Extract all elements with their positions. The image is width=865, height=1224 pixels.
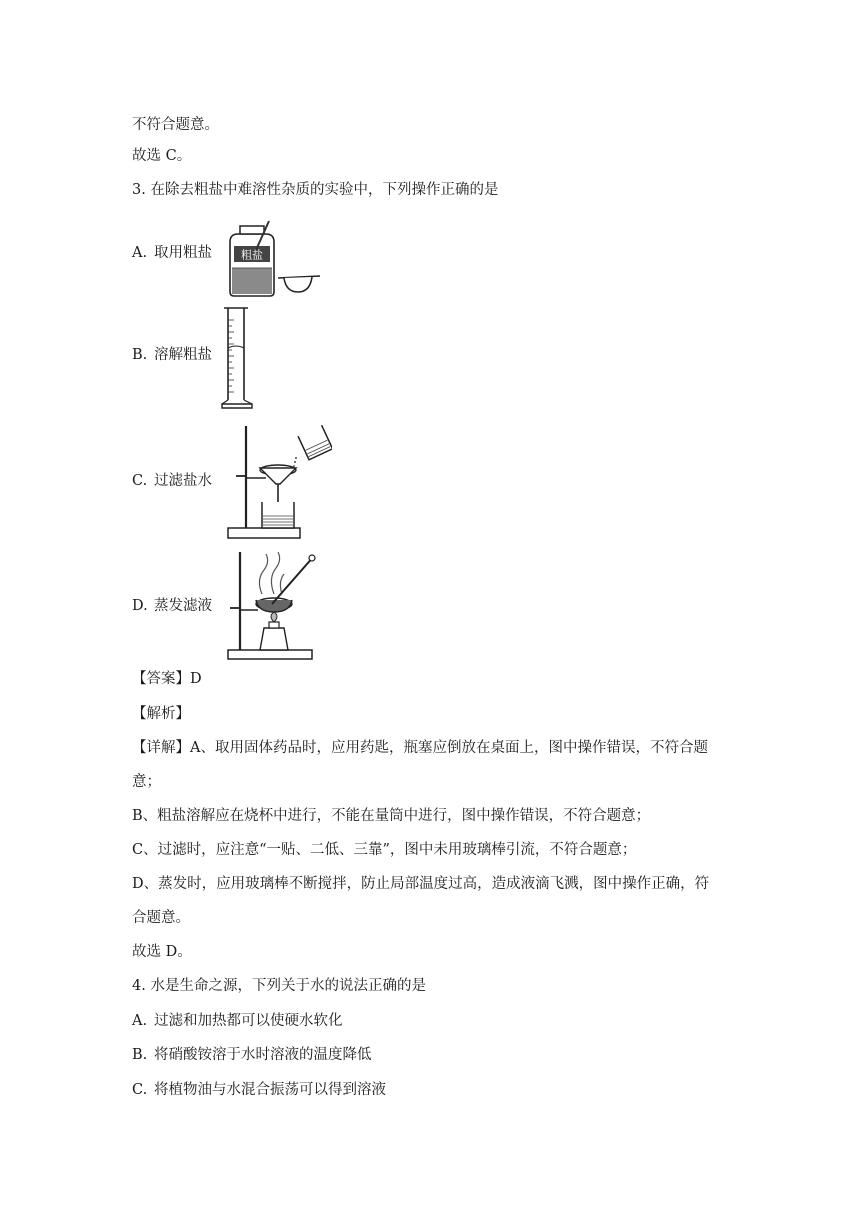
option-letter: B. [132,347,148,363]
final-answer: 故选 D。 [132,944,192,960]
option-letter: C. [132,1082,148,1098]
detail-a-line-2: 意； [132,774,161,790]
option-text: 过滤盐水 [154,473,212,489]
q3-option-b [132,345,212,365]
question-4-stem: 4. 水是生命之源，下列关于水的说法正确的是 [132,978,426,994]
reagent-jar-icon [222,220,322,298]
q4-option-b [132,1045,372,1065]
option-text: 过滤和加热都可以使硬水软化 [154,1013,343,1029]
graduated-cylinder-icon [218,304,258,412]
prev-final-answer: 故选 C。 [132,148,192,164]
detail-c: C、过滤时，应注意“一贴、二低、三靠”，图中未用玻璃棒引流，不符合题意； [132,842,637,858]
option-letter: D. [132,598,148,614]
option-text: 蒸发滤液 [154,598,212,614]
prev-explanation-tail: 不符合题意。 [132,117,219,133]
q4-option-a [132,1011,343,1031]
detail-d-line-2: 合题意。 [132,910,190,926]
option-text: 溶解粗盐 [154,347,212,363]
detail-a-line-1: 【详解】A、取用固体药品时，应用药匙，瓶塞应倒放在桌面上，图中操作错误，不符合题 [132,740,708,756]
option-letter: A. [132,1013,148,1029]
option-text: 取用粗盐 [154,245,212,261]
detail-d-line-1: D、蒸发时，应用玻璃棒不断搅拌，防止局部温度过高，造成液滴飞溅，图中操作正确，符 [132,876,710,892]
option-letter: B. [132,1047,148,1063]
option-letter: C. [132,473,148,489]
option-text: 将植物油与水混合振荡可以得到溶液 [154,1082,386,1098]
q4-option-c [132,1080,386,1100]
answer-line: 【答案】D [132,671,202,687]
q3-option-c [132,471,212,491]
q3-option-d [132,596,212,616]
q3-option-a [132,243,212,263]
option-text: 将硝酸铵溶于水时溶液的温度降低 [154,1047,372,1063]
analysis-heading: 【解析】 [132,706,190,722]
question-3-stem: 3. 在除去粗盐中难溶性杂质的实验中，下列操作正确的是 [132,182,499,198]
evaporation-apparatus-icon [222,550,332,662]
option-letter: A. [132,245,148,261]
filtration-apparatus-icon [222,424,332,546]
jar-label: 粗盐 [241,248,263,262]
detail-b: B、粗盐溶解应在烧杯中进行，不能在量筒中进行，图中操作错误，不符合题意； [132,808,651,824]
